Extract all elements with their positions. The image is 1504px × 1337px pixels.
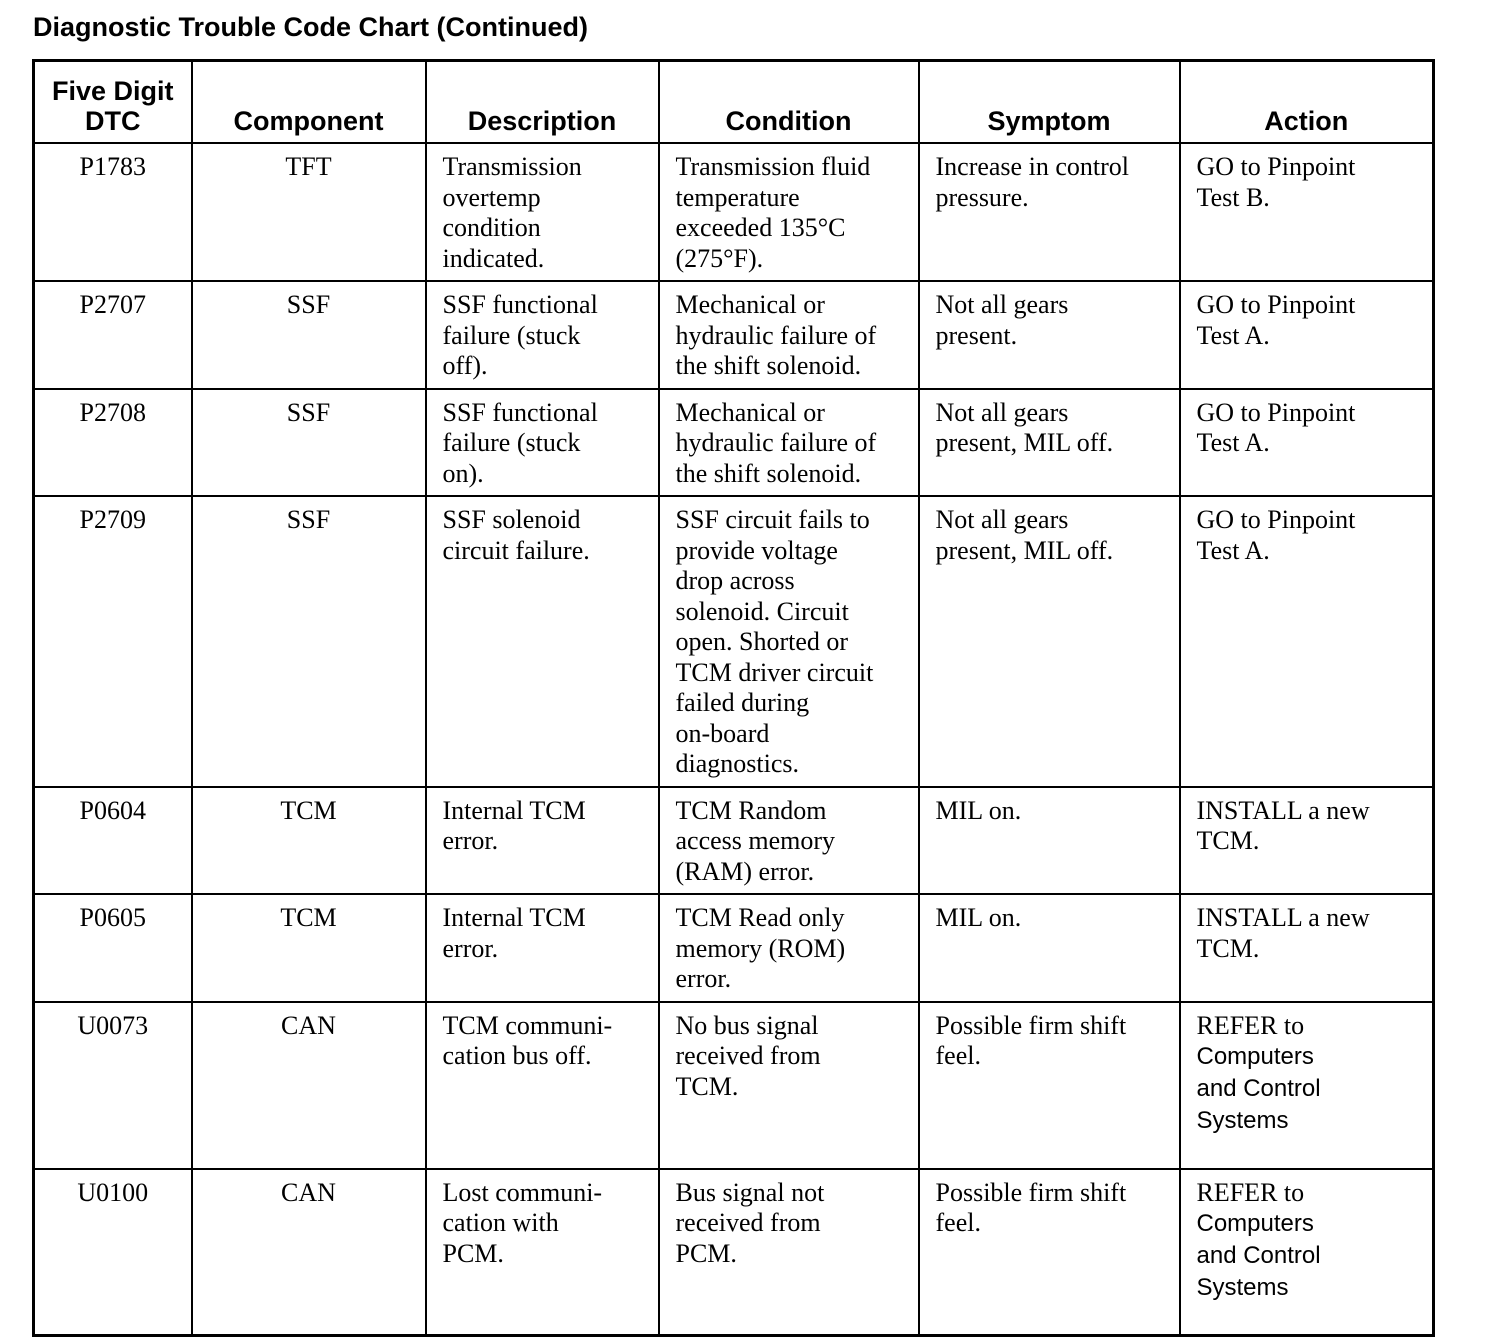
cell-line: TCM Read only: [675, 903, 845, 932]
dtc-table: [32, 59, 1435, 1337]
cell-action: [1180, 281, 1434, 389]
cell-line: indicated.: [442, 243, 545, 273]
cell-line: and Control Systems: [1196, 1242, 1321, 1301]
cell-line: Not all gears: [935, 290, 1069, 319]
cell-line: Transmission: [442, 152, 582, 181]
cell-dtc: P0604: [34, 787, 192, 895]
cell-line: hydraulic failure of: [675, 320, 877, 350]
cell-line: Increase in control: [935, 152, 1129, 181]
cell-line: failure (stuck: [442, 428, 581, 457]
cell-symptom: [919, 1002, 1180, 1169]
cell-line: SSF functional: [442, 397, 598, 427]
cell-condition: [659, 1002, 919, 1169]
cell-line: and Control Systems: [1196, 1075, 1321, 1134]
cell-condition: [659, 1169, 919, 1336]
cell-action: [1180, 143, 1434, 281]
cell-line: No bus signal: [675, 1010, 819, 1040]
cell-line: GO to Pinpoint: [1196, 290, 1356, 319]
cell-component: TFT: [192, 143, 426, 281]
cell-symptom: [919, 143, 1180, 281]
cell-symptom: [919, 496, 1180, 787]
cell-dtc: P2709: [34, 496, 192, 787]
header-symptom: Symptom: [919, 61, 1180, 144]
cell-line: Test B.: [1196, 182, 1270, 212]
cell-line: Transmission fluid: [675, 152, 871, 181]
cell-component: TCM: [192, 787, 426, 895]
cell-line: Test A.: [1196, 428, 1270, 457]
cell-line: hydraulic failure of: [675, 428, 877, 457]
cell-description: [426, 1169, 659, 1336]
table-row: [34, 281, 1434, 389]
cell-line: overtemp: [442, 182, 541, 212]
cell-line: diagnostics.: [675, 749, 799, 778]
header-component: Component: [192, 61, 426, 144]
table-body: [34, 143, 1434, 1336]
cell-line: SSF circuit fails to: [675, 505, 870, 534]
header-action: Action: [1180, 61, 1434, 144]
cell-line: cation with: [442, 1208, 559, 1237]
cell-line: TCM communi-: [442, 1010, 613, 1040]
cell-line: SSF solenoid: [442, 505, 581, 534]
cell-component: CAN: [192, 1169, 426, 1336]
cell-symptom: [919, 1169, 1180, 1336]
table-row: [34, 787, 1434, 895]
cell-line: SSF functional: [442, 290, 598, 319]
cell-dtc: P2708: [34, 389, 192, 497]
table-row: [34, 1169, 1434, 1336]
cell-line: GO to Pinpoint: [1196, 152, 1356, 181]
cell-line: circuit failure.: [442, 535, 590, 565]
cell-condition: [659, 281, 919, 389]
cell-line: present, MIL off.: [935, 535, 1114, 565]
cell-line: REFER to: [1196, 1010, 1305, 1040]
cell-line: error.: [442, 826, 499, 855]
cell-line: Test A.: [1196, 320, 1270, 350]
cell-condition: [659, 389, 919, 497]
cell-component: SSF: [192, 496, 426, 787]
cell-line: error.: [442, 933, 499, 963]
cell-dtc: U0073: [34, 1002, 192, 1169]
cell-description: [426, 496, 659, 787]
cell-component: CAN: [192, 1002, 426, 1169]
cell-line: GO to Pinpoint: [1196, 397, 1356, 427]
cell-line: GO to Pinpoint: [1196, 505, 1356, 534]
cell-line: Mechanical or: [675, 397, 825, 427]
cell-line: TCM Random: [675, 795, 827, 825]
cell-symptom: [919, 787, 1180, 895]
cell-component: SSF: [192, 389, 426, 497]
cell-line: provide voltage: [675, 535, 838, 565]
cell-line: feel.: [935, 1208, 981, 1237]
header-dtc-line1: Five Digit: [51, 76, 174, 106]
cell-line: Internal TCM: [442, 795, 586, 825]
cell-line: Bus signal not: [675, 1177, 825, 1207]
cell-line: Possible firm shift: [935, 1010, 1127, 1040]
cell-line: failure (stuck: [442, 320, 581, 350]
cell-line: MIL on.: [935, 795, 1022, 825]
header-row: [34, 61, 1434, 144]
cell-line: Not all gears: [935, 397, 1069, 427]
cell-line: (RAM) error.: [675, 856, 815, 886]
cell-description: [426, 281, 659, 389]
cell-symptom: [919, 281, 1180, 389]
cell-line: TCM.: [1196, 826, 1260, 855]
cell-line: TCM.: [675, 1071, 739, 1101]
cell-line: Internal TCM: [442, 903, 586, 932]
cell-line: PCM.: [675, 1238, 737, 1268]
cell-line: present, MIL off.: [935, 428, 1114, 457]
cell-line: exceeded 135°C: [675, 213, 846, 242]
cell-line: INSTALL a new: [1196, 903, 1370, 932]
cell-description: [426, 143, 659, 281]
cell-line: Possible firm shift: [935, 1177, 1127, 1207]
cell-line: TCM.: [1196, 933, 1260, 963]
cell-line: INSTALL a new: [1196, 795, 1370, 825]
cell-symptom: [919, 894, 1180, 1002]
cell-line: off).: [442, 351, 488, 380]
cell-line: PCM.: [442, 1238, 504, 1268]
cell-dtc: P0605: [34, 894, 192, 1002]
cell-line: condition: [442, 213, 541, 242]
cell-description: [426, 1002, 659, 1169]
cell-line: TCM driver circuit: [675, 657, 874, 687]
cell-line: Lost communi-: [442, 1177, 603, 1207]
cell-action: [1180, 787, 1434, 895]
cell-line: Mechanical or: [675, 290, 825, 319]
cell-line: on-board: [675, 718, 770, 748]
cell-line: Computers: [1196, 1043, 1314, 1070]
cell-line: failed during: [675, 688, 810, 717]
cell-line: solenoid. Circuit: [675, 596, 849, 626]
table-row: [34, 1002, 1434, 1169]
cell-condition: [659, 496, 919, 787]
cell-action: [1180, 894, 1434, 1002]
cell-action: [1180, 389, 1434, 497]
header-dtc-line2: DTC: [85, 106, 141, 136]
cell-line: on).: [442, 458, 484, 488]
cell-action: [1180, 1169, 1434, 1336]
table-row: [34, 496, 1434, 787]
cell-description: [426, 389, 659, 497]
cell-condition: [659, 143, 919, 281]
cell-dtc: P1783: [34, 143, 192, 281]
table-row: [34, 894, 1434, 1002]
cell-condition: [659, 894, 919, 1002]
cell-line: cation bus off.: [442, 1041, 592, 1070]
cell-line: pressure.: [935, 182, 1029, 212]
cell-line: drop across: [675, 566, 795, 595]
header-description: Description: [426, 61, 659, 144]
cell-line: feel.: [935, 1041, 981, 1070]
cell-line: memory (ROM): [675, 933, 846, 963]
cell-line: received from: [675, 1041, 821, 1070]
cell-dtc: U0100: [34, 1169, 192, 1336]
cell-line: received from: [675, 1208, 821, 1237]
cell-action: [1180, 496, 1434, 787]
cell-line: Test A.: [1196, 535, 1270, 565]
cell-description: [426, 894, 659, 1002]
cell-line: (275°F).: [675, 243, 764, 273]
page-title: Diagnostic Trouble Code Chart (Continued): [33, 12, 588, 42]
header-condition: Condition: [659, 61, 919, 144]
cell-action: [1180, 1002, 1434, 1169]
cell-line: temperature: [675, 182, 800, 212]
cell-line: access memory: [675, 826, 836, 855]
cell-line: Computers: [1196, 1210, 1314, 1237]
cell-line: MIL on.: [935, 903, 1022, 932]
cell-line: the shift solenoid.: [675, 458, 862, 488]
cell-component: TCM: [192, 894, 426, 1002]
cell-component: SSF: [192, 281, 426, 389]
cell-line: open. Shorted or: [675, 627, 849, 656]
cell-line: present.: [935, 320, 1018, 350]
table-row: [34, 143, 1434, 281]
cell-symptom: [919, 389, 1180, 497]
cell-line: error.: [675, 964, 732, 993]
header-dtc: [34, 61, 192, 144]
table-row: [34, 389, 1434, 497]
cell-line: the shift solenoid.: [675, 351, 862, 380]
cell-description: [426, 787, 659, 895]
cell-condition: [659, 787, 919, 895]
cell-line: Not all gears: [935, 505, 1069, 534]
cell-dtc: P2707: [34, 281, 192, 389]
cell-line: REFER to: [1196, 1177, 1305, 1207]
